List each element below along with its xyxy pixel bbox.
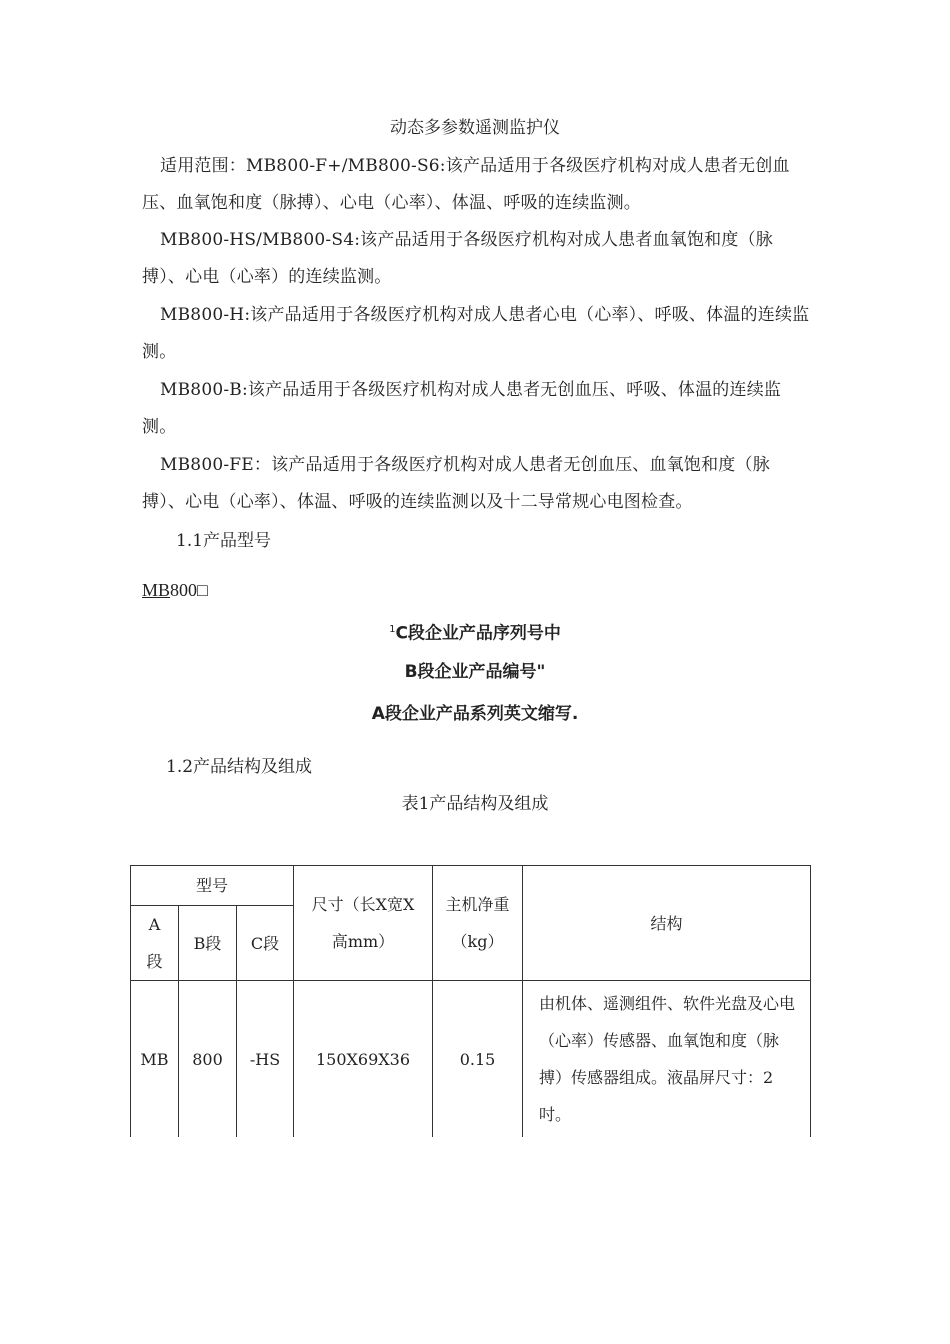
document-title: 动态多参数遥测监护仪 (390, 118, 560, 138)
segment-c-label (0, 616, 950, 648)
header-weight: 主机净重（kg） (433, 866, 523, 981)
cell-structure: 由机体、遥测组件、软件光盘及心电（心率）传感器、血氧饱和度（脉搏）传感器组成。液晶屏尺寸：2吋。 (523, 981, 811, 1138)
header-segment-c: C段 (237, 906, 294, 981)
header-structure: 结构 (523, 866, 811, 981)
cell-segment-b: 800 (179, 981, 237, 1138)
scope-paragraph: MB800-B:该产品适用于各级医疗机构对成人患者无创血压、呼吸、体温的连续监测。 (142, 380, 782, 437)
model-suffix: 800□ (170, 580, 208, 600)
table-caption: 表1产品结构及组成 (401, 794, 549, 814)
scope-paragraph: MB800-FE：该产品适用于各级医疗机构对成人患者无创血压、血氧饱和度（脉搏）、心电（心率）、体温、呼吸的连续监测以及十二导常规心电图检查。 (142, 455, 770, 512)
scope-paragraph: 适用范围：MB800-F+/MB800-S6:该产品适用于各级医疗机构对成人患者无创血压、血氧饱和度（脉搏）、心电（心率）、体温、呼吸的连续监测。 (142, 156, 790, 213)
model-prefix: MB (142, 580, 171, 600)
header-segment-a: A段 (131, 906, 179, 981)
cell-weight: 0.15 (433, 981, 523, 1138)
header-segment-b: B段 (179, 906, 237, 981)
table-row (131, 981, 811, 1138)
section-heading-structure: 1.2产品结构及组成 (166, 757, 313, 777)
segment-a-label: A段企业产品系列英文缩写. (371, 704, 579, 724)
header-size: 尺寸（长X宽X高mm） (294, 866, 433, 981)
cell-segment-a: MB (131, 981, 179, 1138)
segment-c-mark: 1 (389, 624, 396, 635)
header-model: 型号 (131, 866, 294, 906)
scope-paragraph: MB800-H:该产品适用于各级医疗机构对成人患者心电（心率）、呼吸、体温的连续监测。 (142, 305, 810, 362)
section-heading-model: 1.1产品型号 (176, 531, 272, 551)
cell-segment-c: -HS (237, 981, 294, 1138)
cell-size: 150X69X36 (294, 981, 433, 1138)
scope-paragraph: MB800-HS/MB800-S4:该产品适用于各级医疗机构对成人患者血氧饱和度（脉搏）、心电（心率）的连续监测。 (142, 230, 773, 287)
model-code (142, 576, 208, 604)
segment-b-label: B段企业产品编号" (404, 662, 546, 682)
structure-table (130, 865, 811, 1137)
segment-c-text: C段企业产品序列号中 (395, 623, 561, 644)
table-header-row (131, 866, 811, 906)
